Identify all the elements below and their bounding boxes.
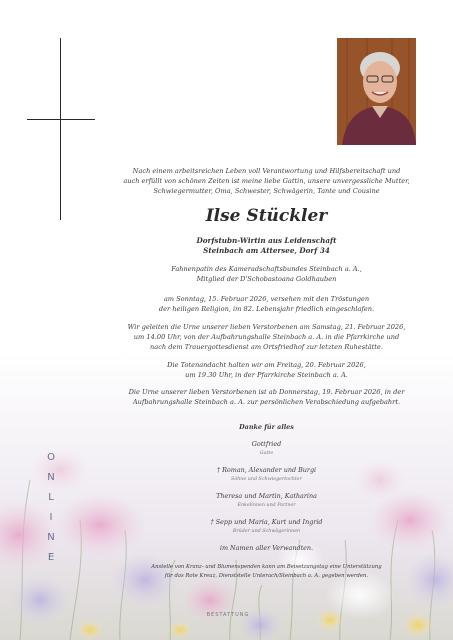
death-line: am Sonntag, 15. Februar 2026, versehen mit den Tröstungen	[163, 295, 370, 303]
role-line: Mitglied der D'Schobastoana Goldhauben	[196, 275, 337, 283]
intro-line: Schwiegermutter, Oma, Schwester, Schwägerin, Tante und Cousine	[153, 187, 380, 195]
funeral-line: um 14.00 Uhr, von der Aufbahrungshalle Steinbach a. A. in die Pfarrkirche und	[133, 333, 400, 341]
funeral-home-logo	[188, 612, 268, 618]
funeral-line: Wir geleiten die Urne unserer lieben Verstorbenen am Samstag, 21. Februar 2026,	[127, 323, 406, 331]
family-relation: Gatte	[259, 451, 274, 456]
family-relation: Söhne und Schwiegertochter	[231, 477, 302, 482]
family-names: † Roman, Alexander und Burgi	[216, 466, 317, 474]
subtitle-line: Steinbach am Attersee, Dorf 34	[203, 246, 330, 255]
family-names: Gottfried	[251, 440, 282, 448]
online-letter: L	[48, 492, 54, 503]
wake-line: Die Totenandacht halten wir am Freitag, 20. Februar 2026,	[167, 361, 366, 369]
intro-line: Nach einem arbeitsreichen Leben voll Verantwortung und Hilfsbereitschaft und	[132, 167, 401, 175]
family-names: Theresa und Martin, Katharina	[216, 492, 317, 500]
urn-line: Aufbahrungshalle Steinbach a. A. zur persönlichen Verabschiedung aufgebahrt.	[132, 398, 401, 406]
death-line: der heiligen Religion, im 82. Lebensjahr friedlich eingeschlafen.	[158, 305, 375, 313]
online-letter: I	[49, 512, 53, 523]
cross-vertical-line	[60, 38, 61, 220]
deceased-name: Ilse Stückler	[205, 206, 328, 226]
thanks-heading: Danke für alles	[239, 423, 294, 431]
family-relation: Enkelinnen und Partner	[237, 503, 296, 508]
urn-line: Die Urne unserer lieben Verstorbenen ist ab Donnerstag, 19. Februar 2026, in der	[128, 388, 405, 396]
portrait-photo	[337, 38, 416, 145]
subtitle-line: Dorfstubn-Wirtin aus Leidenschaft	[196, 236, 337, 245]
donation-line: für das Rote Kreuz, Dienststelle Unterach/Steinbach a. A. gegeben werden.	[164, 573, 369, 579]
logo-text: BESTATTUNG	[206, 612, 250, 618]
role-line: Fahnenpatin des Kameradschaftsbundes Steinbach a. A.,	[171, 265, 362, 273]
online-letter: N	[47, 472, 55, 483]
donation-line: Anstelle von Kranz- und Blumenspenden kann am Beisetzungstag eine Unterstützung	[151, 564, 382, 570]
online-letter: N	[47, 532, 55, 543]
intro-line: auch erfüllt von schönen Zeiten ist meine liebe Gattin, unsere unvergessliche Mutter,	[123, 177, 410, 185]
online-letter: O	[47, 452, 55, 463]
family-relation: Brüder und Schwägerinnen	[232, 529, 301, 534]
cross-horizontal-line	[27, 119, 95, 120]
online-letter: E	[47, 552, 55, 563]
wake-line: um 19.30 Uhr, in der Pfarrkirche Steinbach a. A.	[185, 371, 348, 379]
all-relatives-line: im Namen aller Verwandten.	[219, 544, 314, 552]
funeral-line: nach dem Trauergottesdienst am Ortsfriedhof zur letzten Ruhestätte.	[150, 343, 383, 351]
family-names: † Sepp und Maria, Kurt und Ingrid	[210, 518, 323, 526]
